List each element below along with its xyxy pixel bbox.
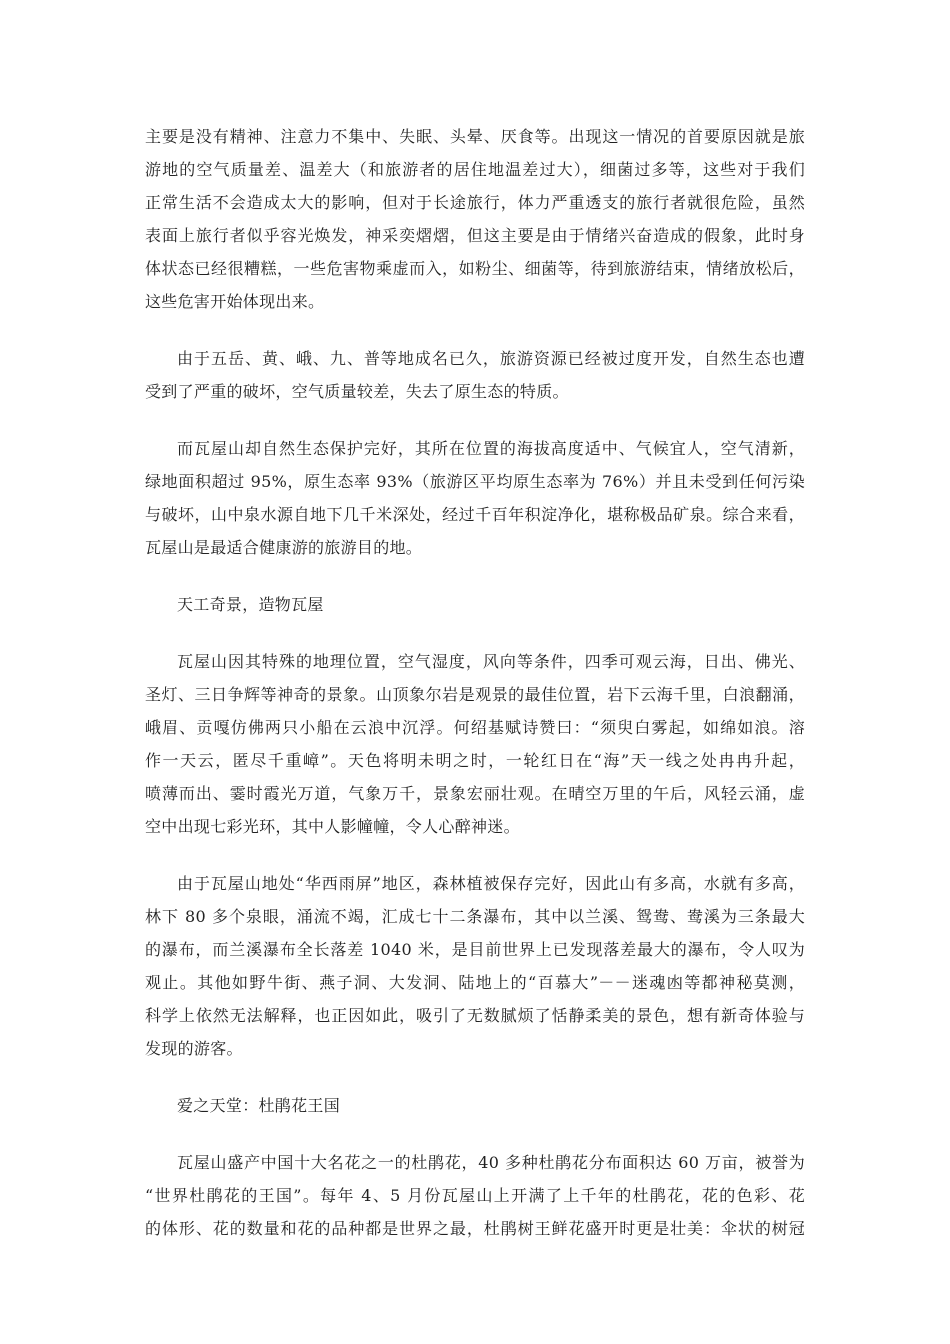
paragraph-line: 峨眉、贡嘎仿佛两只小船在云浪中沉浮。何绍基赋诗赞曰：“须臾白雾起，如绵如浪。溶 [145, 718, 805, 737]
paragraph-line: 正常生活不会造成太大的影响，但对于长途旅行，体力严重透支的旅行者就很危险，虽然 [145, 193, 805, 212]
paragraph [145, 645, 805, 843]
paragraph-line: 发现的游客。 [145, 1039, 243, 1058]
paragraph-line: 由于五岳、黄、峨、九、普等地成名已久，旅游资源已经被过度开发，自然生态也遭 [177, 349, 805, 368]
paragraph-line: 绿地面积超过 95%，原生态率 93%（旅游区平均原生态率为 76%）并且未受到任何污染 [145, 472, 805, 491]
paragraph-line: 的瀑布，而兰溪瀑布全长落差 1040 米，是目前世界上已发现落差最大的瀑布，令人叹为 [145, 940, 805, 959]
paragraph [145, 432, 805, 564]
paragraph-line: 空中出现七彩光环，其中人影幢幢，令人心醉神迷。 [145, 817, 520, 836]
paragraph-line: 林下 80 多个泉眼，涌流不竭，汇成七十二条瀑布，其中以兰溪、鸳鸯、鸯溪为三条最大 [145, 907, 805, 926]
paragraph-line: 的体形、花的数量和花的品种都是世界之最，杜鹃树王鲜花盛开时更是壮美：伞状的树冠 [145, 1219, 805, 1238]
section-heading [145, 1089, 805, 1122]
paragraph [145, 120, 805, 318]
paragraph-line: 科学上依然无法解释，也正因如此，吸引了无数腻烦了恬静柔美的景色，想有新奇体验与 [145, 1006, 805, 1025]
paragraph-line: 瓦屋山是最适合健康游的旅游目的地。 [145, 538, 423, 557]
paragraph-line: “世界杜鹃花的王国”。每年 4、5 月份瓦屋山上开满了上千年的杜鹃花，花的色彩、花 [145, 1186, 805, 1205]
paragraph-line: 表面上旅行者似乎容光焕发，神采奕熠熠，但这主要是由于情绪兴奋造成的假象，此时身 [145, 226, 805, 245]
section-heading [145, 588, 805, 621]
section-heading-text: 爱之天堂：杜鹃花王国 [177, 1096, 341, 1115]
paragraph-line: 游地的空气质量差、温差大（和旅游者的居住地温差过大），细菌过多等，这些对于我们 [145, 160, 805, 179]
paragraph-line: 体状态已经很糟糕，一些危害物乘虚而入，如粉尘、细菌等，待到旅游结束，情绪放松后， [145, 259, 805, 278]
paragraph [145, 1146, 805, 1245]
paragraph-line: 主要是没有精神、注意力不集中、失眠、头晕、厌食等。出现这一情况的首要原因就是旅 [145, 127, 805, 146]
paragraph-line: 作一天云，匿尽千重嶂”。天色将明未明之时，一轮红日在“海”天一线之处冉冉升起， [145, 751, 805, 770]
paragraph-line: 与破坏，山中泉水源自地下几千米深处，经过千百年积淀净化，堪称极品矿泉。综合来看， [145, 505, 805, 524]
paragraph-line: 喷薄而出、霎时霞光万道，气象万千，景象宏丽壮观。在晴空万里的午后，风轻云涌，虚 [145, 784, 805, 803]
paragraph-line: 圣灯、三日争辉等神奇的景象。山顶象尔岩是观景的最佳位置，岩下云海千里，白浪翻涌， [145, 685, 805, 704]
paragraph-line: 而瓦屋山却自然生态保护完好，其所在位置的海拔高度适中、气候宜人，空气清新， [177, 439, 805, 458]
paragraph-line: 瓦屋山盛产中国十大名花之一的杜鹃花，40 多种杜鹃花分布面积达 60 万亩，被誉为 [177, 1153, 805, 1172]
paragraph-line: 瓦屋山因其特殊的地理位置，空气湿度，风向等条件，四季可观云海，日出、佛光、 [177, 652, 805, 671]
document-page [145, 120, 805, 1269]
section-heading-text: 天工奇景，造物瓦屋 [177, 595, 324, 614]
paragraph-line: 观止。其他如野牛街、燕子洞、大发洞、陆地上的“百慕大”－－迷魂凼等都神秘莫测， [145, 973, 805, 992]
paragraph-line: 这些危害开始体现出来。 [145, 292, 325, 311]
paragraph [145, 342, 805, 408]
paragraph-line: 受到了严重的破坏，空气质量较差，失去了原生态的特质。 [145, 382, 569, 401]
paragraph [145, 867, 805, 1065]
paragraph-line: 由于瓦屋山地处“华西雨屏”地区，森林植被保存完好，因此山有多高，水就有多高， [177, 874, 805, 893]
